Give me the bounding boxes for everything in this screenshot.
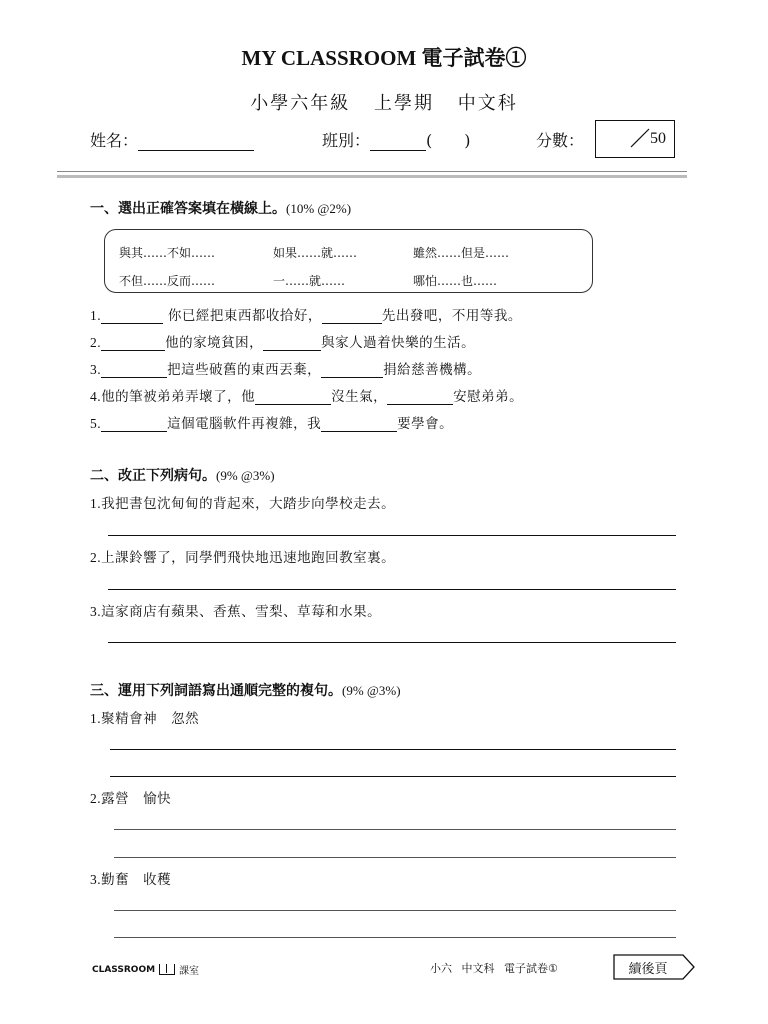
score-box[interactable] xyxy=(595,120,675,158)
answer-blank[interactable] xyxy=(321,414,397,432)
name-blank[interactable] xyxy=(138,133,254,151)
score-total: 50 xyxy=(650,130,666,147)
header-divider xyxy=(57,171,687,172)
answer-line[interactable] xyxy=(108,535,676,536)
class-number-paren[interactable]: ( ) xyxy=(426,131,471,150)
footer-paper: 電子試卷① xyxy=(504,962,558,975)
class-blank[interactable] xyxy=(370,133,426,151)
s1-question-3: 3. 把這些破舊的東西丟棄， 捐給慈善機構。 xyxy=(90,362,482,378)
s3-question-1: 1.聚精會神 忽然 xyxy=(90,711,200,727)
paper-subtitle xyxy=(0,89,768,115)
class-field-group xyxy=(322,128,471,151)
answer-blank[interactable] xyxy=(387,387,453,405)
subject-label: 中文科 xyxy=(457,93,518,114)
answer-line[interactable] xyxy=(114,910,676,911)
class-label: 班別： xyxy=(322,131,371,150)
classroom-logo xyxy=(92,962,199,977)
footer-grade: 小六 xyxy=(430,962,452,975)
answer-blank[interactable] xyxy=(263,333,321,351)
s2-question-1: 1.我把書包沈甸甸的背起來，大踏步向學校走去。 xyxy=(90,496,396,512)
slash-mark xyxy=(630,128,650,148)
s2-question-3: 3.這家商店有蘋果、香蕉、雪梨、草莓和水果。 xyxy=(90,604,382,620)
s2-question-2: 2.上課鈴響了，同學們飛快地迅速地跑回教室裏。 xyxy=(90,550,396,566)
answer-blank[interactable] xyxy=(101,333,165,351)
grade-label: 小學六年級 xyxy=(250,93,351,114)
answer-blank[interactable] xyxy=(101,306,163,324)
word-bank-item: 如果……就…… xyxy=(273,246,358,260)
answer-blank[interactable] xyxy=(255,387,331,405)
answer-line[interactable] xyxy=(114,829,676,830)
section1-heading xyxy=(90,198,351,218)
book-icon xyxy=(159,964,175,975)
s3-question-2: 2.露營 愉快 xyxy=(90,791,172,807)
answer-line[interactable] xyxy=(110,749,676,750)
s3-question-3: 3.勤奮 收穫 xyxy=(90,872,172,888)
term-label: 上學期 xyxy=(374,93,434,114)
section1-points: (10% @2%) xyxy=(286,201,352,216)
word-bank-item: 不但……反而…… xyxy=(119,274,216,288)
answer-line[interactable] xyxy=(108,642,676,643)
word-bank-item: 雖然……但是…… xyxy=(413,246,510,260)
header-divider-thick xyxy=(57,175,687,178)
section2-points: (9% @3%) xyxy=(216,468,275,483)
s1-question-2: 2. 他的家境貧困， 與家人過着快樂的生活。 xyxy=(90,335,476,351)
section3-points: (9% @3%) xyxy=(342,683,401,698)
word-bank-item: 一……就…… xyxy=(273,274,346,288)
word-bank xyxy=(104,229,593,293)
answer-blank[interactable] xyxy=(322,306,382,324)
answer-line[interactable] xyxy=(108,589,676,590)
answer-blank[interactable] xyxy=(101,414,167,432)
section3-heading xyxy=(90,680,401,700)
section3-title: 三、運用下列詞語寫出通順完整的複句。 xyxy=(90,683,342,699)
continue-next-page-button[interactable] xyxy=(613,954,695,980)
logo-text: CLASSROOM xyxy=(92,964,156,975)
continue-label: 續後頁 xyxy=(628,962,668,977)
s1-question-1: 1. 你已經把東西都收拾好， 先出發吧，不用等我。 xyxy=(90,308,522,324)
word-bank-item: 哪怕……也…… xyxy=(413,274,498,288)
answer-line[interactable] xyxy=(114,937,676,938)
score-label: 分數： xyxy=(536,131,585,150)
footer-paper-info xyxy=(430,960,564,976)
paper-title: MY CLASSROOM 電子試卷① xyxy=(241,46,527,70)
answer-blank[interactable] xyxy=(101,360,167,378)
section2-title: 二、改正下列病句。 xyxy=(90,468,216,484)
s1-question-5: 5. 這個電腦軟件再複雜，我 要學會。 xyxy=(90,416,454,432)
section1-title: 一、選出正確答案填在橫線上。 xyxy=(90,201,286,217)
name-label: 姓名： xyxy=(90,131,139,150)
answer-line[interactable] xyxy=(114,857,676,858)
word-bank-item: 與其……不如…… xyxy=(119,246,216,260)
answer-blank[interactable] xyxy=(321,360,383,378)
s1-question-4: 4.他的筆被弟弟弄壞了，他 沒生氣， 安慰弟弟。 xyxy=(90,389,524,405)
answer-line[interactable] xyxy=(110,776,676,777)
name-field-group xyxy=(90,128,254,151)
logo-cn-text: 課室 xyxy=(179,966,200,977)
footer-subject: 中文科 xyxy=(461,962,495,975)
section2-heading xyxy=(90,465,275,485)
